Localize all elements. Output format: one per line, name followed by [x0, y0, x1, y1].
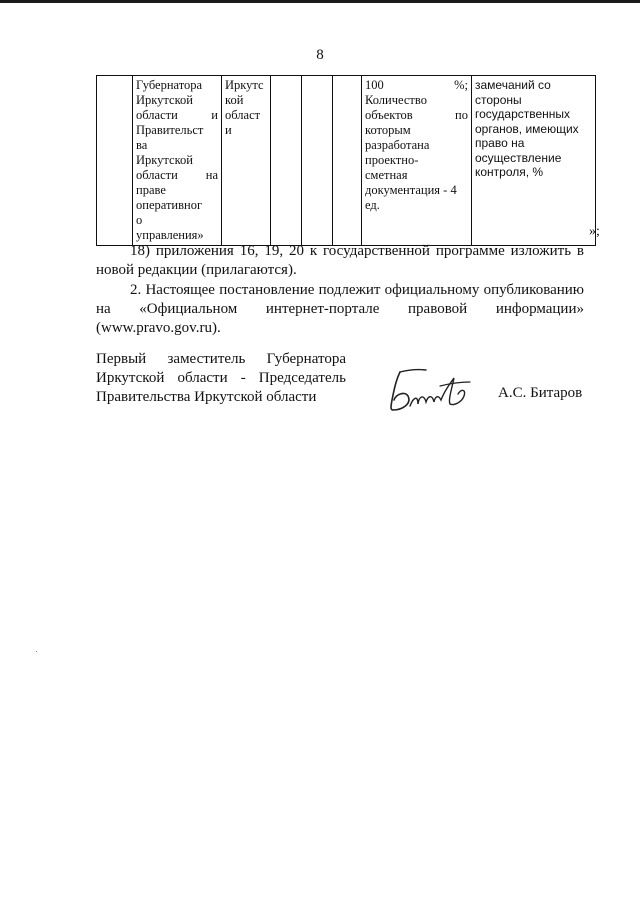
cell-line: о [136, 213, 143, 227]
cell-line: замечаний со [475, 78, 551, 92]
cell-line: област [225, 108, 261, 122]
cell-line: Иркутс [225, 78, 264, 92]
paragraph-item-18: 18) приложения 16, 19, 20 к государственной программе изложить в новой редакции (прилагаются). [96, 243, 584, 278]
cell-line: государственных [475, 107, 571, 121]
table-cell-budget [222, 76, 271, 246]
cell-line: органов, имеющих [475, 121, 579, 136]
cell-line: сметная [365, 168, 408, 182]
table-cell-empty [302, 76, 333, 246]
cell-line: области на [136, 168, 218, 182]
cell-line: ед. [365, 198, 380, 212]
cell-line: ва [136, 138, 148, 152]
cell-line: Количество [365, 93, 427, 107]
signatory-title-line: Первый заместитель Губернатора [96, 351, 346, 367]
scan-edge-line [0, 0, 640, 3]
cell-line: объектов по [365, 108, 468, 122]
signatory-title-line: Правительства Иркутской области [96, 389, 317, 405]
cell-line: которым [365, 123, 411, 137]
cell-line: проектно- [365, 153, 419, 167]
signatory-title-line: Иркутской области - Председатель [96, 370, 346, 386]
signatory-title [96, 350, 346, 407]
continuation-table [96, 75, 596, 246]
table-cell-executor [133, 76, 222, 246]
cell-line: контроля, % [475, 165, 544, 179]
cell-line: осуществление [475, 150, 562, 165]
cell-line: Правительст [136, 123, 204, 137]
paragraph-publication: 2. Настоящее постановление подлежит официальному опубликованию на «Официальном интернет-портале правовой информации» (www.pravo.gov.ru). [96, 282, 584, 336]
cell-line: право на [475, 136, 525, 150]
cell-line: области и [136, 108, 218, 122]
cell-line: кой [225, 93, 244, 107]
scan-speck [36, 651, 37, 652]
cell-line: стороны [475, 92, 522, 107]
table-cell-empty [271, 76, 302, 246]
cell-line: разработана [365, 138, 430, 152]
cell-line: праве [136, 183, 166, 197]
cell-line: Иркутской [136, 153, 193, 167]
table-cell-target [472, 76, 596, 246]
table-cell-empty [333, 76, 362, 246]
table-row [97, 76, 596, 246]
cell-line: управления» [136, 228, 204, 242]
table-cell-empty [97, 76, 133, 246]
cell-line: 100 %; [365, 78, 468, 92]
cell-line: оперативног [136, 198, 203, 212]
handwritten-signature [378, 366, 498, 426]
cell-line: Губернатора [136, 78, 203, 92]
signer-name: А.С. Битаров [498, 385, 583, 401]
table-cell-indicator [362, 76, 472, 246]
cell-line: документация - 4 [365, 183, 457, 197]
cell-line: и [225, 123, 232, 137]
closing-quote: »; [589, 224, 600, 239]
cell-line: Иркутской [136, 93, 193, 107]
page-number: 8 [316, 47, 324, 63]
